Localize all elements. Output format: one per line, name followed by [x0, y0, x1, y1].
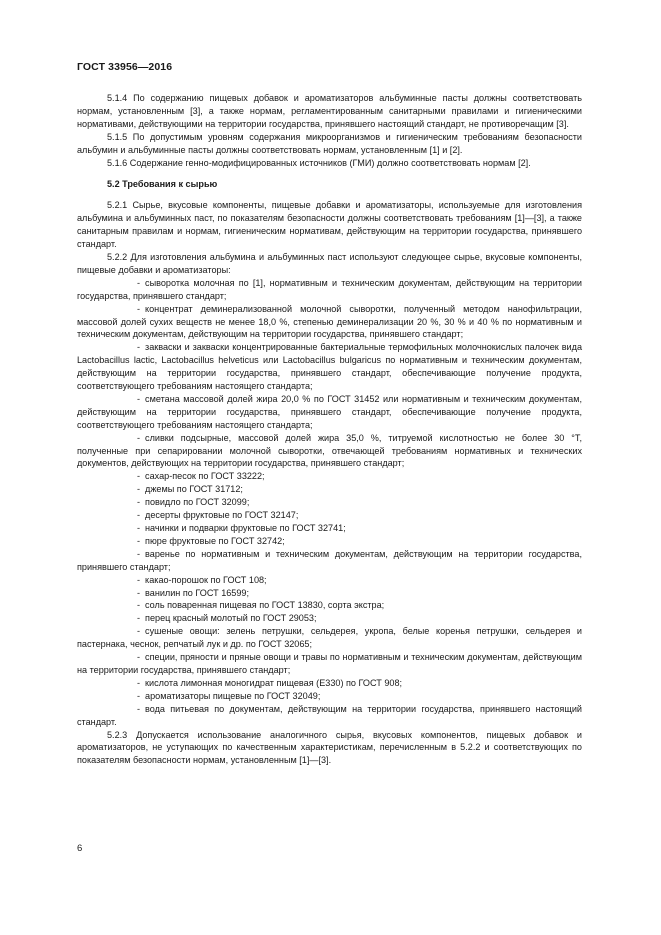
list-dash: - [137, 484, 141, 495]
list-dash: - [137, 393, 141, 404]
list-item-text: начинки и подварки фруктовые по ГОСТ 32741; [145, 523, 346, 533]
list-item [77, 574, 582, 587]
list-dash: - [137, 587, 141, 598]
list-dash: - [137, 613, 141, 624]
paragraph: 5.1.5 По допустимым уровням содержания микроорганизмов и гигиеническим требованиям безопасности альбумин и альбуминные пасты должны соответствовать нормам, установленным [1] и [2]. [77, 131, 582, 155]
list-item-text: повидло по ГОСТ 32099; [145, 497, 250, 508]
list-item [77, 677, 582, 690]
paragraph: 5.2.2 Для изготовления альбумина и альбуминных паст используют следующее сырье, вкусовые компоненты, пищевые добавки и ароматизаторы: [77, 251, 582, 275]
list-item-text: варенье по нормативным и техническим документам, действующим на территории государства, принявшего стандарт; [77, 548, 582, 572]
list-item [77, 690, 582, 703]
list-item-text: специи, пряности и пряные овощи и травы по нормативным и техническим документам, действующим на территории государства, принявшего стандарт; [77, 652, 582, 675]
list-dash: - [137, 574, 141, 585]
paragraph: 5.1.4 По содержанию пищевых добавок и ароматизаторов альбуминные пасты должны соответствовать нормам, установленным [3], а также нормам, регламентированным санитарными правилами и гигиеническими нормативами, действующими на территории государства, принявшего настоящий стандарт, не противоречащим [3]. [77, 93, 582, 129]
list-item-text: сыворотка молочная по [1], нормативным и техническим документам, действующим на территории государства, принявшего стандарт; [77, 277, 582, 301]
list-item-text: концентрат деминерализованной молочной сыворотки, полученный методом нанофильтрации, массовой долей сухих веществ не менее 18,0 %, степенью деминерализации 20 %, 30 % и 40 % по нормативным и техническим документам, действующим на территории государства, принявшего стандарт; [77, 303, 582, 340]
page-number: 6 [77, 843, 83, 854]
list-item-text: джемы по ГОСТ 31712; [145, 484, 243, 495]
list-item [77, 432, 582, 471]
list-item [77, 612, 582, 625]
list-dash: - [137, 690, 141, 701]
list-item-text: перец красный молотый по ГОСТ 29053; [145, 613, 317, 624]
list-item [77, 548, 582, 574]
list-item [77, 535, 582, 548]
paragraph: 5.1.6 Содержание генно-модифицированных источников (ГМИ) должно соответствовать нормам [2]. [107, 157, 531, 168]
section-heading: 5.2 Требования к сырью [107, 179, 218, 190]
list-dash: - [137, 652, 141, 663]
list-dash: - [137, 548, 141, 559]
list-item [77, 651, 582, 677]
list-dash: - [137, 523, 141, 533]
paragraph: 5.2.3 Допускается использование аналогичного сырья, вкусовых компонентов, пищевых добавок и ароматизаторов, не уступающих по качественным характеристикам, перечисленным в 5.2.2 и соответствующих по показателям безопасности нормам, установленным [1]—[3]. [77, 729, 582, 766]
list-dash: - [137, 432, 141, 443]
list-dash: - [137, 600, 141, 611]
list-dash: - [137, 303, 141, 314]
list-item-text: кислота лимонная моногидрат пищевая (Е330) по ГОСТ 908; [145, 677, 403, 688]
list-item-text: ароматизаторы пищевые по ГОСТ 32049; [145, 690, 321, 701]
list-dash: - [137, 510, 141, 521]
list-item-text: сахар-песок по ГОСТ 33222; [145, 471, 265, 482]
list-item [77, 625, 582, 651]
list-item-text: какао-порошок по ГОСТ 108; [145, 574, 267, 585]
list-item [77, 703, 582, 729]
list-item [77, 587, 582, 600]
list-item [77, 599, 582, 612]
document-header: ГОСТ 33956—2016 [77, 61, 173, 73]
list-item [77, 303, 582, 342]
list-dash: - [137, 342, 141, 353]
list-item-text: пюре фруктовые по ГОСТ 32742; [145, 535, 285, 546]
list-item [77, 483, 582, 496]
list-dash: - [137, 497, 141, 508]
list-item-text: ванилин по ГОСТ 16599; [145, 587, 250, 598]
list-item [77, 496, 582, 509]
list-dash: - [137, 703, 141, 714]
list-item-text: десерты фруктовые по ГОСТ 32147; [145, 510, 299, 521]
document-body [77, 92, 582, 767]
list-item [77, 341, 582, 393]
list-item-text: соль поваренная пищевая по ГОСТ 13830, сорта экстра; [145, 600, 385, 611]
list-item [77, 522, 582, 535]
list-item-text: сметана массовой долей жира 20,0 % по ГОСТ 31452 или нормативным и техническим документам, действующим на территории государства, принявшего стандарт, обеспечивающие получение продукта, соответствующего требованиям настоящего стандарта; [77, 393, 582, 430]
list-dash: - [137, 471, 141, 482]
list-dash: - [137, 626, 141, 637]
paragraph: 5.2.1 Сырье, вкусовые компоненты, пищевые добавки и ароматизаторы, используемые для изготовления альбумина и альбуминных паст, по показателям безопасности должны соответствовать требованиям [1]—[3], а также санитарным правилам и нормам, гигиеническим нормативам, действующим на территории государства, принявшего стандарт. [77, 200, 582, 250]
list-dash: - [137, 277, 141, 288]
list-item [77, 470, 582, 483]
list-item [77, 509, 582, 522]
list-item-text: закваски и закваски концентрированные бактериальные термофильных молочнокислых палочек вида Lactobacillus lactic, Lactobacillus helveticus или Lactobacillus bulgaricus по нормативным и техническим документам, действующим на территории государства, принявшего стандарт, обеспечивающие получение продукта, соответствующего требованиям настоящего стандарта; [77, 342, 582, 392]
list-dash: - [137, 535, 141, 546]
list-dash: - [137, 677, 141, 688]
list-item-text: сливки подсырные, массовой долей жира 35,0 %, титруемой кислотностью не более 30 °Т, полученные при сепарировании молочной сыворотки, отвечающей требованиям нормативных и технических документов, действующих на территории государства, принявшего стандарт; [77, 432, 582, 469]
list-item [77, 393, 582, 432]
list-item [77, 277, 582, 303]
list-item-text: сушеные овощи: зелень петрушки, сельдерея, укропа, белые коренья петрушки, сельдерея и пастернака, чеснок, репчатый лук и др. по ГОСТ 32065; [77, 626, 582, 650]
list-item-text: вода питьевая по документам, действующим на территории государства, принявшего настоящий стандарт. [77, 703, 582, 727]
